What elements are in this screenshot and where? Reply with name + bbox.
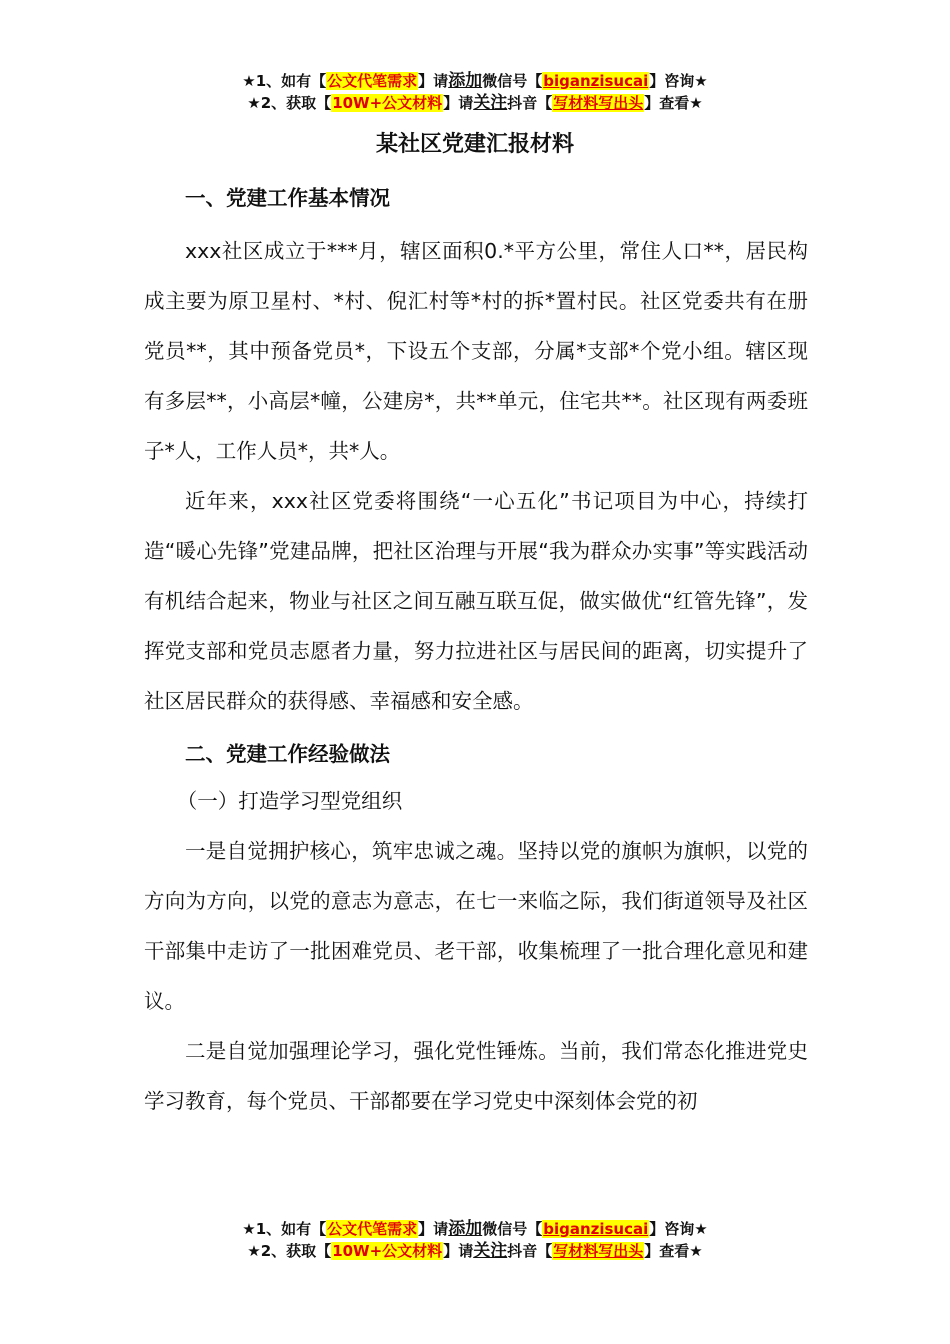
promo-text: 1、如有【 <box>255 72 327 90</box>
promo-text: 】请 <box>443 1242 474 1260</box>
star-icon: ★ <box>242 1220 256 1238</box>
promo-emphasis: 添加 <box>448 1219 483 1239</box>
promo-text: 2、获取【 <box>260 1242 332 1260</box>
star-icon: ★ <box>247 94 261 112</box>
star-icon: ★ <box>694 1220 708 1238</box>
paragraph-recent-years: 近年来，xxx社区党委将围绕“一心五化”书记项目为中心，持续打造“暖心先锋”党建品牌，把社区治理与开展“我为群众办实事”等实践活动有机结合起来，物业与社区之间互融互联互促，做实做优“红管先锋”，发挥党支部和党员志愿者力量，努力拉进社区与居民间的距离，切实提升了社区居民群众的获得感、幸福感和安全感。 <box>144 489 808 713</box>
star-icon: ★ <box>689 1242 703 1260</box>
paragraph-point-1: 一是自觉拥护核心，筑牢忠诚之魂。坚持以党的旗帜为旗帜，以党的方向为方向，以党的意志为意志，在七一来临之际，我们街道领导及社区干部集中走访了一批困难党员、老干部，收集梳理了一批合理化意见和建议。 <box>144 839 808 1013</box>
star-icon: ★ <box>242 72 256 90</box>
section-heading-1: 一、党建工作基本情况 <box>185 186 390 210</box>
promo-text: 微信号【 <box>482 72 543 90</box>
star-icon: ★ <box>689 94 703 112</box>
promo-line-2 <box>0 1240 950 1262</box>
promo-emphasis: 添加 <box>448 71 483 91</box>
douyin-account-link[interactable]: 写材料写出头 <box>553 94 644 112</box>
highlight-service: 公文代笔需求 <box>327 1220 418 1238</box>
subsection-heading-1: （一）打造学习型党组织 <box>176 789 403 813</box>
wechat-id-link[interactable]: biganzisucai <box>543 72 649 90</box>
promo-text: 抖音【 <box>507 1242 553 1260</box>
document-title: 某社区党建汇报材料 <box>375 132 574 157</box>
promo-line-2 <box>0 92 950 114</box>
document-body <box>144 176 808 1126</box>
promo-text: 抖音【 <box>507 94 553 112</box>
promo-text: 】咨询 <box>649 1220 695 1238</box>
promo-text: 】请 <box>443 94 474 112</box>
promo-text: 】查看 <box>644 1242 690 1260</box>
promo-text: 微信号【 <box>482 1220 543 1238</box>
promo-text: 2、获取【 <box>260 94 332 112</box>
paragraph-point-2: 二是自觉加强理论学习，强化党性锤炼。当前，我们常态化推进党史学习教育，每个党员、干部都要在学习党史中深刻体会党的初 <box>144 1039 808 1113</box>
highlight-materials: 10W+公文材料 <box>332 94 443 112</box>
promo-text: 】咨询 <box>649 72 695 90</box>
promo-emphasis: 关注 <box>473 93 508 113</box>
star-icon: ★ <box>247 1242 261 1260</box>
promo-line-1 <box>0 1218 950 1240</box>
star-icon: ★ <box>694 72 708 90</box>
paragraph-basic-info: xxx社区成立于***月，辖区面积0.*平方公里，常住人口**，居民构成主要为原卫星村、*村、倪汇村等*村的拆*置村民。社区党委共有在册党员**，其中预备党员*，下设五个支部，分属*支部*个党小组。辖区现有多层**，小高层*幢，公建房*，共**单元，住宅共**。社区现有两委班子*人，工作人员*，共*人。 <box>144 239 808 463</box>
douyin-account-link[interactable]: 写材料写出头 <box>553 1242 644 1260</box>
promo-emphasis: 关注 <box>473 1241 508 1261</box>
promo-text: 】请 <box>418 72 449 90</box>
highlight-service: 公文代笔需求 <box>327 72 418 90</box>
promo-text: 】请 <box>418 1220 449 1238</box>
promo-banner-bottom <box>0 1218 950 1262</box>
highlight-materials: 10W+公文材料 <box>332 1242 443 1260</box>
promo-text: 】查看 <box>644 94 690 112</box>
promo-banner-top <box>0 70 950 114</box>
wechat-id-link[interactable]: biganzisucai <box>543 1220 649 1238</box>
promo-text: 1、如有【 <box>255 1220 327 1238</box>
section-heading-2: 二、党建工作经验做法 <box>185 742 390 766</box>
promo-line-1 <box>0 70 950 92</box>
